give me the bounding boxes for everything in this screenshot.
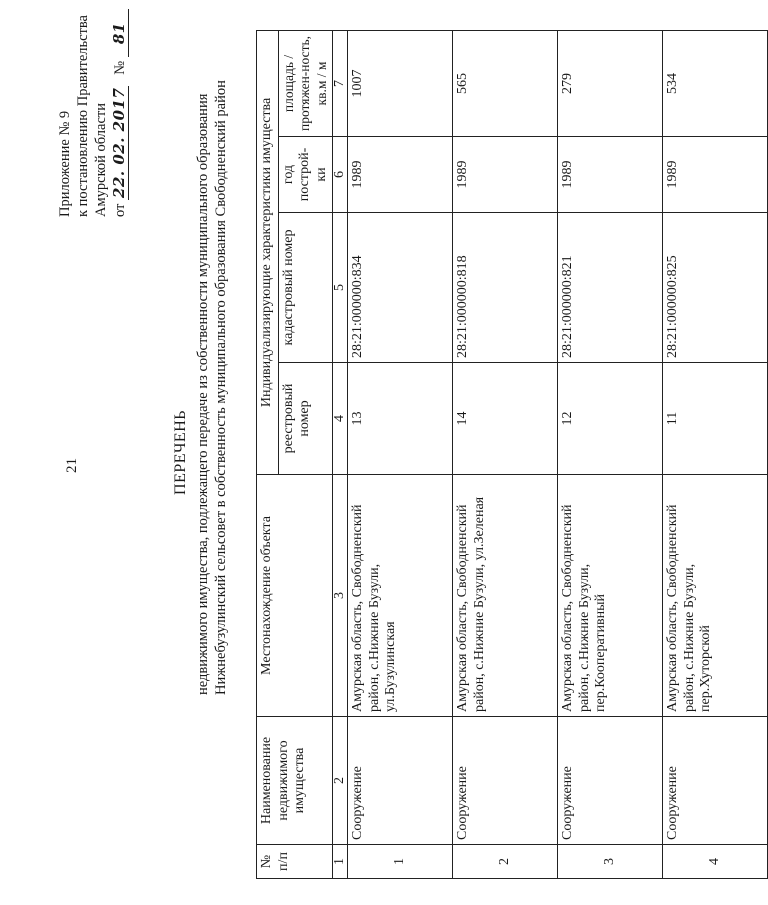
row-cadastral: 28:21:000000:821: [558, 213, 663, 363]
row-location: Амурская область, Свободненский район, с.Нижние Бузули, ул.Бузулинская: [348, 475, 453, 717]
header-characteristics: Индивидуализирующие характеристики имущества: [257, 30, 279, 474]
header-area: площадь / протяжен-ность, кв.м / м: [278, 30, 333, 136]
row-year: 1989: [558, 137, 663, 213]
row-year: 1989: [663, 137, 768, 213]
row-year: 1989: [348, 137, 453, 213]
header-num: № п/п: [257, 845, 333, 879]
row-cadastral: 28:21:000000:825: [663, 213, 768, 363]
row-num: 4: [663, 845, 768, 879]
property-table: [256, 30, 768, 879]
row-location: Амурская область, Свободненский район, с.Нижние Бузули, ул.Зеленая: [453, 475, 558, 717]
row-registry: 12: [558, 363, 663, 475]
appendix-line-1: Приложение № 9: [57, 110, 73, 217]
handwritten-date: 22. 02. 2017: [110, 87, 128, 198]
column-number: 3: [333, 475, 348, 717]
row-registry: 13: [348, 363, 453, 475]
row-name: Сооружение: [348, 717, 453, 845]
row-location: Амурская область, Свободненский район, с.Нижние Бузули, пер.Хуторской: [663, 475, 768, 717]
column-number: 6: [333, 137, 348, 213]
row-name: Сооружение: [558, 717, 663, 845]
header-name: Наименование недвижимого имущества: [257, 717, 333, 845]
row-registry: 14: [453, 363, 558, 475]
header-year: год построй-ки: [278, 137, 333, 213]
handwritten-number: 81: [110, 9, 129, 57]
appendix-block: [56, 9, 129, 217]
row-num: 3: [558, 845, 663, 879]
row-num: 2: [453, 845, 558, 879]
header-registry: реестровый номер: [278, 363, 333, 475]
row-name: Сооружение: [663, 717, 768, 845]
column-number: 1: [333, 845, 348, 879]
row-area: 279: [558, 30, 663, 136]
header-row-1: [257, 30, 279, 878]
date-prefix: от: [112, 203, 128, 217]
document-subtitle: недвижимого имущества, подлежащего передаче из собственности муниципального образования Нижнебузулинский сельсовет в собственность муниципального образования Свободненский район: [195, 80, 229, 695]
column-number: 7: [333, 30, 348, 136]
number-label: №: [112, 60, 128, 75]
table-row: [453, 30, 558, 878]
appendix-line-2: к постановлению Правительства: [75, 15, 91, 217]
row-area: 565: [453, 30, 558, 136]
table-row: [663, 30, 768, 878]
header-cadastral: кадастровый номер: [278, 213, 333, 363]
row-year: 1989: [453, 137, 558, 213]
column-number: 4: [333, 363, 348, 475]
row-area: 1007: [348, 30, 453, 136]
table-row: [558, 30, 663, 878]
document-title: ПЕРЕЧЕНЬ: [172, 410, 189, 495]
appendix-line-3: Амурской области: [93, 103, 109, 217]
table-row: [348, 30, 453, 878]
column-number: 5: [333, 213, 348, 363]
header-location: Местонахождение объекта: [257, 475, 333, 717]
column-number: 2: [333, 717, 348, 845]
row-location: Амурская область, Свободненский район, с.Нижние Бузули, пер.Кооперативный: [558, 475, 663, 717]
row-cadastral: 28:21:000000:834: [348, 213, 453, 363]
row-num: 1: [348, 845, 453, 879]
row-area: 534: [663, 30, 768, 136]
column-number-row: [333, 30, 348, 878]
appendix-date-line: [110, 9, 129, 217]
row-cadastral: 28:21:000000:818: [453, 213, 558, 363]
row-name: Сооружение: [453, 717, 558, 845]
page-number: 21: [64, 458, 80, 473]
row-registry: 11: [663, 363, 768, 475]
